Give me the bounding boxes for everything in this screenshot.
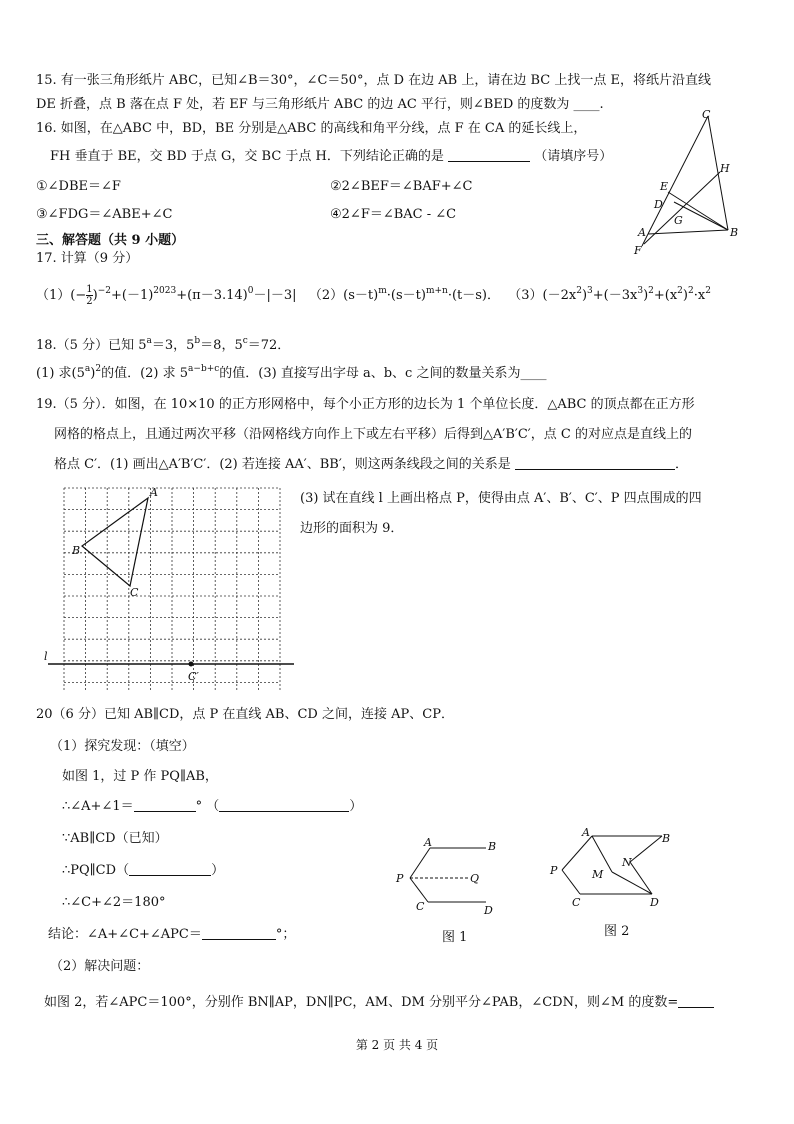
q19-part3-line1: (3) 试在直线 l 上画出格点 P，使得由点 A′、B′、C′、P 四点围成的四: [300, 491, 702, 506]
q17-part1-c: +(π－3.14): [176, 288, 248, 303]
q18-l1-exp-b: b: [194, 336, 201, 346]
q20-sub1b-text: ∴∠A+∠1＝: [62, 799, 134, 814]
q19-line1: 19.（5 分）．如图，在 10×10 的正方形网格中，每个小正方形的边长为 1 个单位长度．△ABC 的顶点都在正方形: [36, 397, 695, 412]
q15-line2: DE 折叠，点 B 落在点 F 处，若 EF 与三角形纸片 ABC 的边 AC 平行，则∠BED 的度数为 ____.: [36, 97, 604, 112]
q18-l1-exp-a: a: [146, 336, 152, 346]
q20-conclusion-blank[interactable]: [202, 926, 276, 940]
q20-conclusion: [48, 926, 295, 944]
fig2-label-b: B: [662, 832, 671, 845]
q20-sub1b-deg: °: [195, 799, 203, 814]
q20-sub1d-text: ∴PQ∥CD: [62, 863, 117, 878]
q16-label-h: H: [720, 162, 730, 175]
q19-line2: 网格的格点上，且通过两次平移（沿网格线方向作上下或左右平移）后得到△A′B′C′，点 C 的对应点是直线上的: [54, 427, 692, 442]
q20-sub1d: ∴PQ∥CD（ ）: [62, 863, 225, 878]
q20-sub1e: ∴∠C+∠2＝180°: [62, 895, 166, 910]
q16-line2: [50, 148, 612, 166]
q16-label-c: C: [702, 108, 711, 121]
q17-part1-d: －|－3|: [253, 288, 297, 303]
q20-conclusion-text: 结论：∠A+∠C+∠APC＝: [48, 927, 202, 942]
q19-grid-figure: [44, 482, 300, 692]
q17-part2-b: ·(s－t): [386, 288, 426, 303]
q17-part3-b: +(－3x: [592, 288, 638, 303]
fig2-label-n: N: [622, 856, 632, 869]
q17-part2-c: ·(t－s)．: [447, 288, 500, 303]
q16-option-4: ④2∠F＝∠BAC - ∠C: [330, 207, 457, 222]
q17-part1-label: （1）: [36, 288, 71, 303]
q18-l2-sq: 2: [95, 364, 102, 374]
fig1-label-c: C: [416, 900, 425, 913]
q17-expressions: （1）(− 1 $2)^{-2}+(-1)^{2023}+(\pi-3.14)^0-|-3|$ $(2)(s-t)^m\cdot(s-t)^{m+n}\cdot(t-s)$． $(3)(-2x^2)^3+(-3x^3)^2+(x^2)^2\cdot x^2$: [36, 284, 711, 307]
q16-label-b: B: [730, 226, 739, 239]
q19-label-l: l: [44, 650, 48, 663]
q17-part1-exp: 2023: [153, 286, 177, 296]
q20-sub1b: ∴∠A+∠1＝ ° （ ）: [62, 799, 363, 814]
q16-label-g: G: [674, 214, 683, 227]
q16-line1: 16. 如图，在△ABC 中，BD，BE 分别是△ABC 的高线和角平分线，点 F 在 CA 的延长线上，: [36, 121, 587, 136]
q18-l2-exp2: a−b+c: [188, 364, 220, 374]
q16-label-e: E: [660, 180, 669, 193]
q20-sub2: （2）解决问题：: [50, 959, 150, 974]
q16-label-f: F: [634, 244, 642, 257]
q20-figure-2: [548, 826, 678, 912]
q18-l1-a: 18.（5 分）已知 5: [36, 338, 147, 353]
fig1-label-b: B: [488, 840, 497, 853]
q19-label-c: C: [130, 586, 139, 599]
q20-sub1: （1）探究发现：（填空）: [50, 739, 195, 754]
q17-part1-b: +(－1): [110, 288, 154, 303]
fig1-label-p: P: [396, 872, 404, 885]
q19-label-a: A: [150, 486, 158, 499]
q16-answer-blank[interactable]: [448, 148, 530, 162]
page-footer: 第 2 页 共 4 页: [355, 1038, 439, 1052]
q20-reason-blank-1[interactable]: [219, 798, 349, 812]
q19-part3-line2: 边形的面积为 9．: [300, 521, 404, 536]
q18-l2-a: (1) 求(5: [36, 366, 85, 381]
q18-l1-c: ＝8，5: [200, 338, 243, 353]
q17-title: 17. 计算（9 分）: [36, 251, 139, 266]
q17-part2-exp1: m: [378, 286, 387, 296]
q17-part2-a: （2）(s－t): [308, 288, 379, 303]
q18-l2-d: 的值．(3) 直接写出字母 a、b、c 之间的数量关系为____: [219, 366, 547, 381]
q16-option-3: ③∠FDG＝∠ABE+∠C: [36, 207, 173, 222]
q18-l1-b: ＝3，5: [151, 338, 195, 353]
fig2-label-d: D: [650, 896, 659, 909]
q20-angle-blank[interactable]: [134, 798, 196, 812]
q16-line2-note: （请填序号）: [534, 149, 613, 164]
q19-line3-text: 格点 C′．(1) 画出△A′B′C′．(2) 若连接 AA′、BB′，则这两条线段之间的关系是: [54, 457, 511, 472]
q19-label-c-prime: C′: [188, 670, 199, 683]
q17-part2-exp2: m+n: [425, 286, 448, 296]
q16-label-a: A: [638, 226, 646, 239]
q20-sub2a-text: 如图 2，若∠APC＝100°，分别作 BN∥AP，DN∥PC，AM、DM 分别平分∠PAB，∠CDN，则∠M 的度数=: [44, 995, 679, 1010]
q18-l1-exp-c: c: [242, 336, 248, 346]
q20-figure-1-caption: 图 1: [442, 930, 468, 945]
q17-part3-d: ·x: [693, 288, 706, 303]
q17-part3-c: +(x: [653, 288, 678, 303]
q18-l2-c: 的值．(2) 求 5: [101, 366, 189, 381]
q16-line2-text: FH 垂直于 BE，交 BD 于点 G，交 BC 于点 H．下列结论正确的是: [50, 149, 444, 164]
q20-title: 20（6 分）已知 AB∥CD，点 P 在直线 AB、CD 之间，连接 AP、CP．: [36, 707, 454, 722]
q16-triangle-figure: [630, 108, 750, 258]
q19-label-b: B: [72, 544, 81, 557]
q20-sub1a: 如图 1，过 P 作 PQ∥AB，: [62, 769, 218, 784]
q17-part3-a: （3）(－2x: [508, 288, 577, 303]
q15-line1: 15. 有一张三角形纸片 ABC，已知∠B＝30°，∠C＝50°，点 D 在边 AB 上，请在边 BC 上找一点 E，将纸片沿直线: [36, 73, 711, 88]
q18-line2: [36, 360, 546, 383]
q16-label-d: D: [654, 198, 663, 211]
q16-option-2: ②2∠BEF＝∠BAF+∠C: [330, 179, 473, 194]
q18-l2-exp: a: [84, 364, 91, 374]
q18-l2-b: ): [90, 366, 96, 381]
q17-part1-exp0: 0: [247, 286, 254, 296]
q20-reason-blank-2[interactable]: [129, 862, 211, 876]
q19-line3: 格点 C′．(1) 画出△A′B′C′．(2) 若连接 AA′、BB′，则这两条线段之间的关系是 ．: [54, 457, 688, 472]
fig2-label-c: C: [572, 896, 581, 909]
q20-sub1c: ∵AB∥CD（已知）: [62, 831, 168, 846]
q18-l1-d: ＝72．: [247, 338, 291, 353]
fig1-label-a: A: [424, 836, 432, 849]
q20-m-angle-blank[interactable]: [678, 994, 714, 1008]
q16-option-1: ①∠DBE＝∠F: [36, 179, 121, 194]
q19-triangle-abc: [82, 498, 148, 586]
q20-figure-2-caption: 图 2: [604, 924, 630, 939]
fig1-label-d: D: [484, 904, 493, 917]
fig2-label-p: P: [550, 864, 558, 877]
section-3-heading: 三、解答题（共 9 小题）: [36, 233, 185, 248]
q20-figure-1: [390, 836, 510, 926]
q20-sub2a: [44, 994, 714, 1012]
q18-line1: [36, 332, 290, 355]
fig2-label-a: A: [582, 826, 590, 839]
fig2-label-m: M: [592, 868, 604, 881]
q20-conclusion-end: °；: [275, 927, 296, 942]
fig1-label-q: Q: [470, 872, 480, 885]
q19-answer-blank[interactable]: [515, 456, 675, 470]
